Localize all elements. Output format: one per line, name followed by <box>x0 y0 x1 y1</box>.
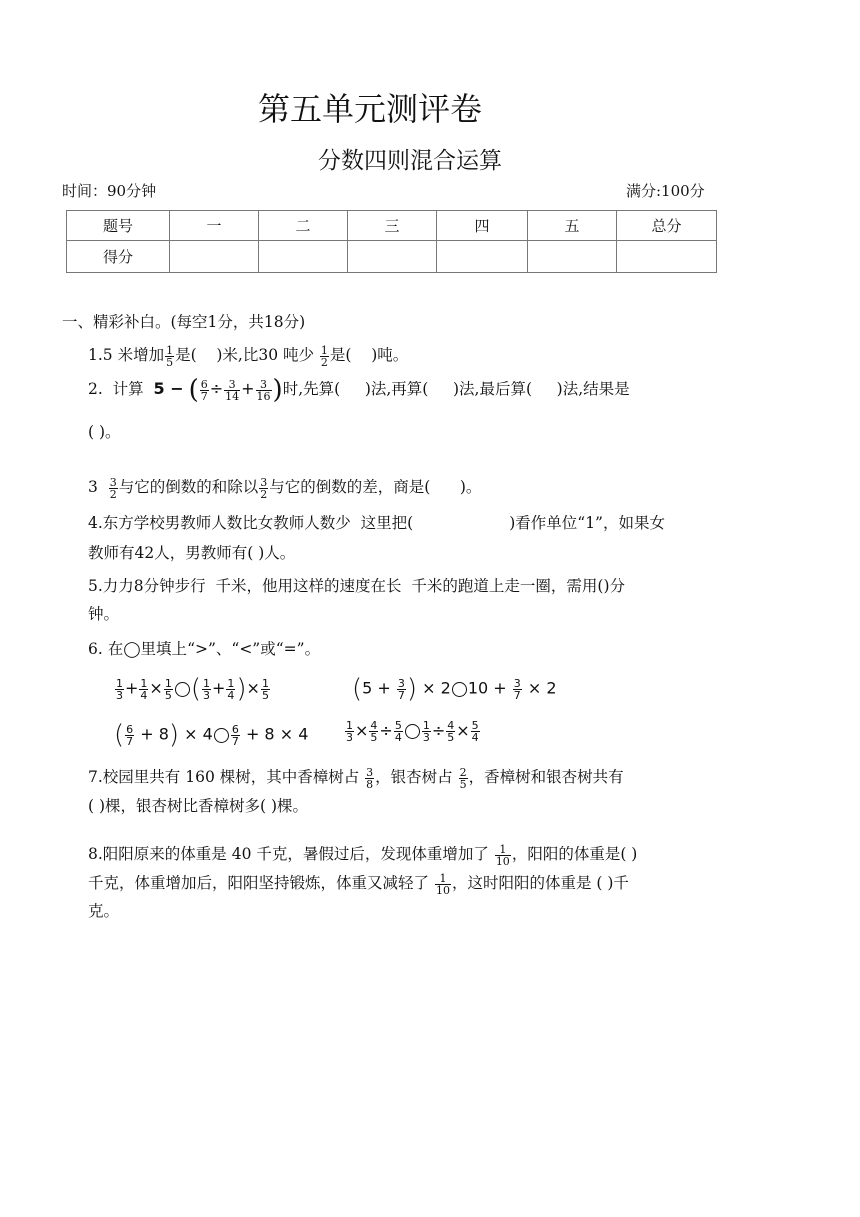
fraction-denominator: 8 <box>366 777 374 791</box>
q8-line2 <box>88 872 629 896</box>
question-1 <box>88 344 408 368</box>
question-8 <box>88 843 637 867</box>
fraction-numerator: 1 <box>261 676 269 690</box>
score-header-cell: 四 <box>437 211 528 241</box>
math-token: × 4 <box>184 724 213 744</box>
score-row-label: 得分 <box>67 241 170 273</box>
fraction-numerator: 1 <box>116 676 123 690</box>
fraction <box>224 379 240 402</box>
fraction-numerator: 1 <box>435 873 451 885</box>
fraction-numerator: 1 <box>164 676 172 690</box>
fraction <box>471 720 480 743</box>
fraction-numerator: 5 <box>394 719 402 732</box>
q5-line2: 钟。 <box>88 605 120 623</box>
score-input-cell[interactable] <box>170 241 259 273</box>
fraction <box>109 477 118 500</box>
fraction <box>320 345 329 368</box>
fraction-numerator: 1 <box>140 676 148 690</box>
fraction <box>125 724 134 747</box>
fraction <box>115 678 124 701</box>
paren: ( <box>352 674 363 704</box>
q2-number: 2. <box>88 380 103 398</box>
fraction-numerator: 6 <box>231 722 239 736</box>
score-header-cell: 题号 <box>67 211 170 241</box>
math-token: 5 + <box>362 678 391 698</box>
fraction-denominator: 3 <box>346 731 353 744</box>
q4-text: 4.东方学校男教师人数比女教师人数少 <box>88 514 351 532</box>
fraction-denominator: 4 <box>394 731 402 744</box>
fraction <box>459 767 468 790</box>
q2-math: 5 − <box>153 379 184 398</box>
q4-line2: 教师有42人，男教师有( )人。 <box>88 544 296 562</box>
question-6: 6. 在◯里填上“>”、“<”或“=”。 <box>88 640 321 658</box>
question-4 <box>88 512 665 534</box>
question-2 <box>88 375 630 405</box>
fraction-denominator: 4 <box>140 688 148 702</box>
fraction-numerator: 3 <box>109 475 117 489</box>
fraction-denominator: 3 <box>116 688 123 702</box>
operator: ÷ <box>209 379 224 398</box>
fraction-numerator: 1 <box>166 343 174 357</box>
operator: × <box>149 678 163 698</box>
fraction-numerator: 3 <box>224 379 240 391</box>
q1-text: )米,比30 吨少 <box>216 346 314 364</box>
fraction-denominator: 5 <box>459 777 467 791</box>
q5-text: 5.力力8分钟步行 <box>88 577 206 595</box>
score-input-cell[interactable] <box>528 241 617 273</box>
compare-circle[interactable] <box>214 728 229 743</box>
math-token: × 2 <box>422 678 451 698</box>
q5-text: 千米，他用这样的速度在长 <box>215 577 402 595</box>
fraction <box>256 379 272 402</box>
fraction-denominator: 7 <box>513 688 521 702</box>
fraction-denominator: 5 <box>370 731 378 744</box>
math-token: + 8 × 4 <box>245 724 309 744</box>
fraction <box>435 873 451 896</box>
compare-expression-2 <box>352 674 557 704</box>
score-table-header-row <box>67 211 717 241</box>
paren: ( <box>190 674 201 704</box>
fraction-denominator: 4 <box>227 688 235 702</box>
fraction-denominator: 2 <box>109 487 117 501</box>
score-input-cell[interactable] <box>617 241 717 273</box>
fraction-denominator: 5 <box>164 688 172 702</box>
score-header-cell: 五 <box>528 211 617 241</box>
fraction-numerator: 2 <box>459 765 467 779</box>
fraction-denominator: 14 <box>225 389 240 403</box>
score-header-cell: 二 <box>259 211 348 241</box>
compare-circle[interactable] <box>175 682 190 697</box>
fraction-numerator: 1 <box>202 676 210 690</box>
q2-text: 时,先算( <box>282 380 341 398</box>
fraction-denominator: 10 <box>495 854 510 868</box>
q2-text: 计算 <box>112 380 144 398</box>
fraction-denominator: 2 <box>320 355 328 369</box>
q7-text: ，香樟树和银杏树共有 <box>468 768 624 786</box>
math-token: 10 + <box>467 678 507 698</box>
q4-text: )看作单位“1”，如果女 <box>509 514 665 532</box>
math-token: × <box>456 721 470 740</box>
question-7 <box>88 766 624 790</box>
fraction-numerator: 4 <box>370 719 378 732</box>
q8-text: ，这时阳阳的体重是 ( )千 <box>451 874 629 892</box>
fraction <box>259 477 268 500</box>
score-header-cell: 总分 <box>617 211 717 241</box>
fraction-numerator: 3 <box>256 379 272 391</box>
q3-text: )。 <box>459 478 482 496</box>
fraction-numerator: 5 <box>471 719 479 732</box>
compare-expression-3 <box>114 720 308 750</box>
q2-text: )法,再算( <box>364 380 429 398</box>
fraction-numerator: 3 <box>366 765 374 779</box>
full-score: 满分:100分 <box>626 182 705 200</box>
paren: ( <box>188 375 199 405</box>
math-token: + 8 <box>140 724 169 744</box>
q7-text: ，银杏树占 <box>375 768 453 786</box>
paren: ) <box>168 720 180 750</box>
compare-expression-4 <box>344 720 481 743</box>
fraction-denominator: 3 <box>422 731 430 744</box>
fraction-numerator: 1 <box>320 343 328 357</box>
fraction <box>231 724 240 747</box>
fraction-denominator: 7 <box>200 389 208 403</box>
q8-text: 千克，体重增加后，阳阳坚持锻炼，体重又减轻了 <box>88 874 430 892</box>
fraction-denominator: 7 <box>231 734 239 748</box>
fraction-numerator: 1 <box>495 844 511 856</box>
fraction-numerator: 1 <box>346 719 353 732</box>
q7-text: 7.校园里共有 160 棵树，其中香樟树占 <box>88 768 360 786</box>
q4-text: 这里把( <box>360 514 414 532</box>
fraction <box>422 720 431 743</box>
fraction-denominator: 5 <box>261 688 269 702</box>
fraction-denominator: 4 <box>471 731 479 744</box>
q3-text: 与它的倒数的和除以 <box>118 478 259 496</box>
fraction <box>369 720 378 743</box>
compare-circle[interactable] <box>452 682 467 697</box>
score-input-cell[interactable] <box>437 241 528 273</box>
q2-text: )法,最后算( <box>453 380 533 398</box>
fraction-numerator: 4 <box>447 719 455 732</box>
fraction-numerator: 6 <box>126 722 134 736</box>
q1-text: 是( <box>329 346 352 364</box>
paren: ( <box>114 720 125 750</box>
q1-text: 1.5 米增加 <box>88 346 165 364</box>
q8-text: ，阳阳的体重是( ) <box>511 845 638 863</box>
question-5 <box>88 575 625 597</box>
page-subtitle: 分数四则混合运算 <box>318 148 502 174</box>
fraction-numerator: 3 <box>260 475 268 489</box>
score-header-cell: 三 <box>348 211 437 241</box>
paren: ) <box>406 674 418 704</box>
math-token: × <box>355 721 369 740</box>
score-table-score-row <box>67 241 717 273</box>
fraction-denominator: 16 <box>256 389 271 403</box>
compare-expression-1: $\frac{1}{3}$ + $\frac{1}{4}$ × $\frac{1}{5}$ ( $\frac{1}{3}$ + $\frac{1}{4}$ )× $\frac{1}{5}$ <box>116 674 269 704</box>
score-table <box>66 210 717 273</box>
operator: + <box>125 678 139 698</box>
fraction <box>139 678 148 701</box>
q2-line2: ( )。 <box>88 423 121 441</box>
fraction <box>345 720 354 743</box>
score-header-cell: 一 <box>170 211 259 241</box>
fraction-denominator: 2 <box>260 487 268 501</box>
fraction-numerator: 1 <box>227 676 235 690</box>
question-3 <box>88 476 481 500</box>
fraction-numerator: 3 <box>513 676 521 690</box>
fraction <box>226 678 235 701</box>
fraction-numerator: 3 <box>397 676 405 690</box>
fraction-denominator: 5 <box>166 355 174 369</box>
fraction-denominator: 5 <box>447 731 455 744</box>
math-token: ÷ <box>379 721 393 740</box>
fraction <box>446 720 455 743</box>
math-token: ÷ <box>431 721 446 740</box>
score-input-cell[interactable] <box>259 241 348 273</box>
fraction-numerator: 6 <box>200 377 208 391</box>
q1-text: 是( <box>175 346 197 364</box>
fraction-denominator: 7 <box>126 734 134 748</box>
fraction <box>200 379 209 402</box>
section-heading: 一、精彩补白。(每空1分，共18分) <box>62 313 306 331</box>
operator: + <box>241 379 255 398</box>
fraction <box>202 678 211 701</box>
math-token: × 2 <box>527 678 557 698</box>
q8-line3: 克。 <box>88 902 120 920</box>
q8-text: 8.阳阳原来的体重是 40 千克，暑假过后，发现体重增加了 <box>88 845 489 863</box>
operator: × <box>246 678 260 698</box>
q3-number: 3 <box>88 478 98 496</box>
fraction <box>394 720 403 743</box>
fraction-denominator: 3 <box>202 688 210 702</box>
fraction <box>365 767 374 790</box>
fraction <box>397 678 406 701</box>
q7-line2: ( )棵，银杏树比香樟树多( )棵。 <box>88 797 309 815</box>
fraction <box>164 678 173 701</box>
paren: ) <box>272 375 283 405</box>
q3-text: 与它的倒数的差，商是( <box>269 478 431 496</box>
page-title: 第五单元测评卷 <box>257 90 482 128</box>
q2-text: )法,结果是 <box>556 380 630 398</box>
fraction <box>495 844 511 867</box>
q1-text: )吨。 <box>371 346 409 364</box>
fraction <box>513 678 522 701</box>
fraction-denominator: 10 <box>435 883 450 897</box>
fraction-numerator: 1 <box>422 719 430 732</box>
q5-text: 千米的跑道上走一圈，需用()分 <box>411 577 625 595</box>
compare-circle[interactable] <box>405 724 420 739</box>
score-input-cell[interactable] <box>348 241 437 273</box>
fraction <box>165 345 174 368</box>
exam-time: 时间：90分钟 <box>62 182 157 200</box>
fraction-denominator: 7 <box>397 688 405 702</box>
fraction <box>261 678 270 701</box>
paren: ) <box>236 674 247 704</box>
